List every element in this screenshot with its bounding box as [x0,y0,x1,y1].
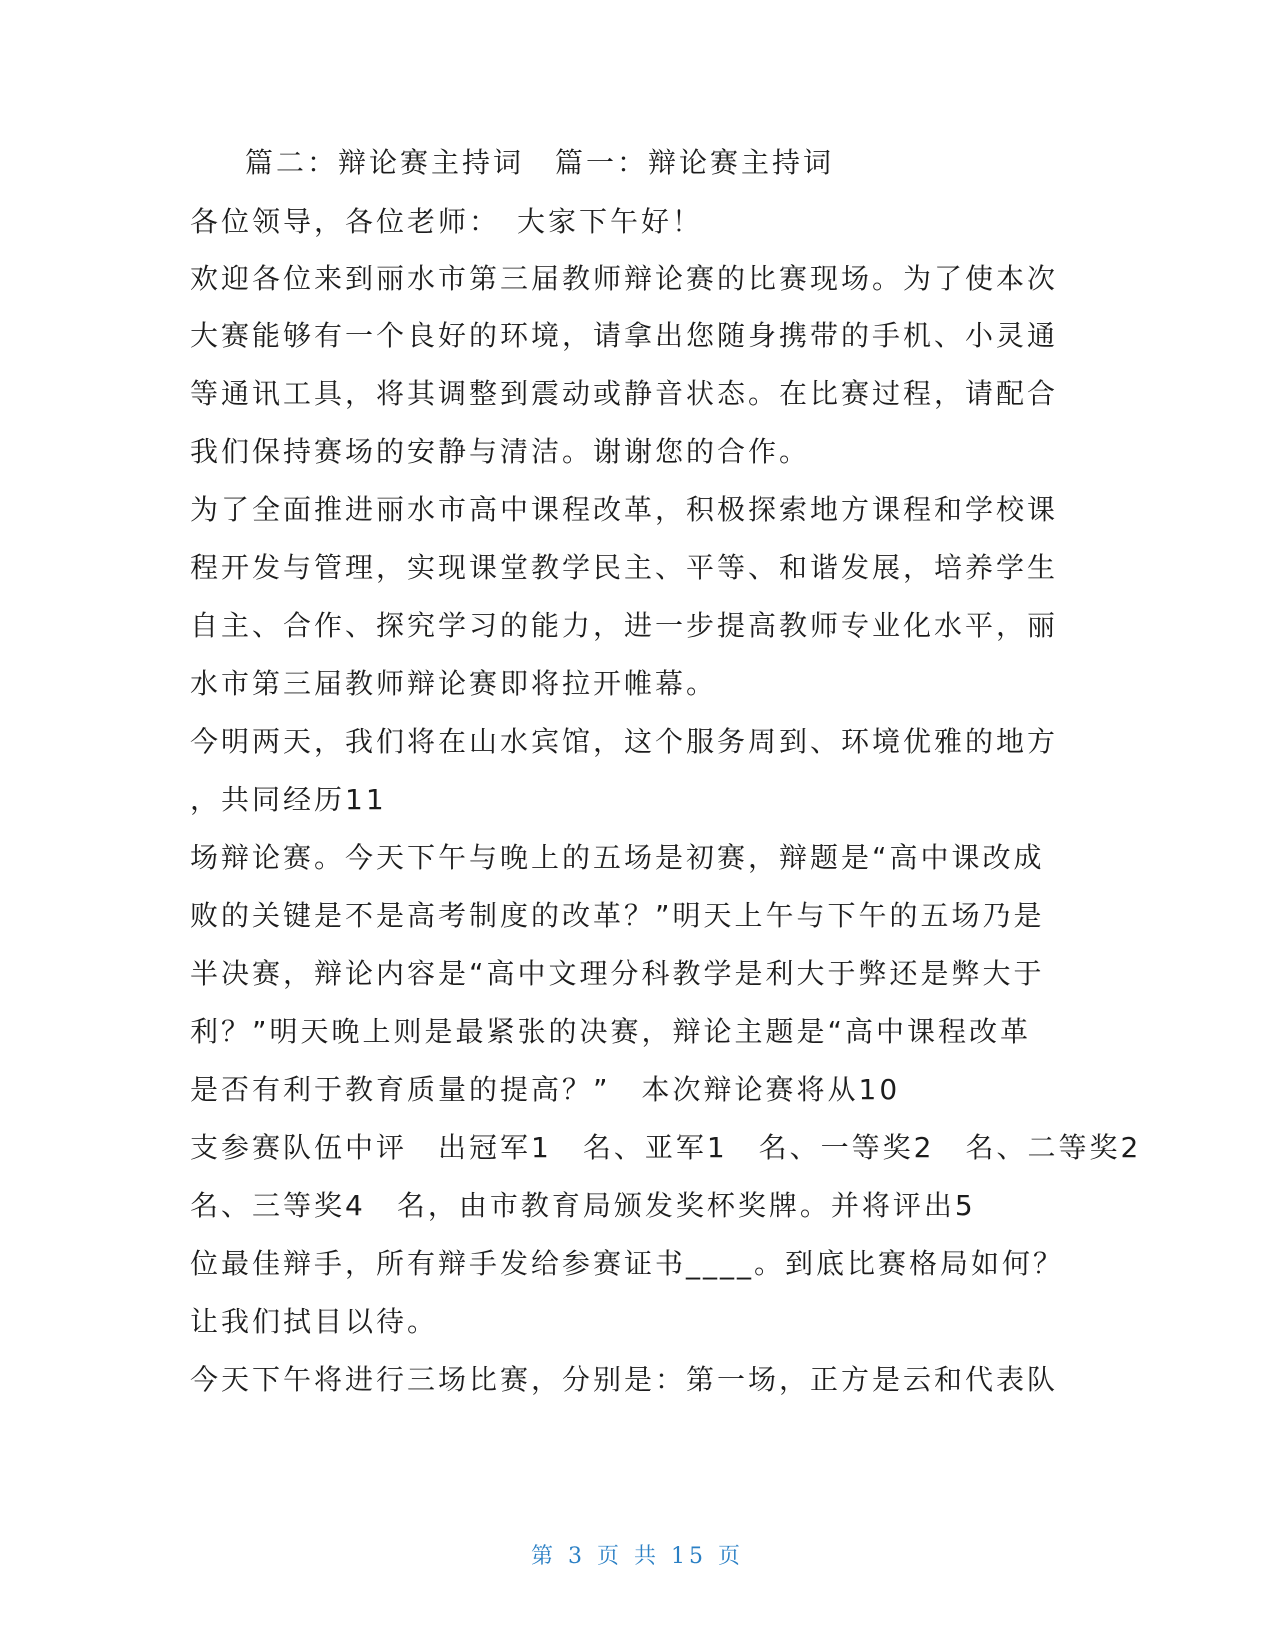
paragraph-line: 自主、合作、探究学习的能力，进一步提高教师专业化水平，丽 [190,609,1059,642]
paragraph-line: 支参赛队伍中评 出冠军1 名、亚军1 名、一等奖2 名、二等奖2 [190,1131,1142,1164]
paragraph-line: ，共同经历11 [190,783,387,816]
paragraph-line: 等通讯工具，将其调整到震动或静音状态。在比赛过程，请配合 [190,377,1059,410]
paragraph-line: 水市第三届教师辩论赛即将拉开帷幕。 [190,667,718,700]
paragraph-line: 大赛能够有一个良好的环境，请拿出您随身携带的手机、小灵通 [190,319,1059,352]
paragraph-line: 半决赛，辩论内容是“高中文理分科教学是利大于弊还是弊大于 [190,957,1045,990]
paragraph-line: 今天下午将进行三场比赛，分别是：第一场，正方是云和代表队 [190,1363,1059,1396]
page-footer: 第 3 页 共 15 页 [531,1544,744,1569]
paragraph-line: 名、三等奖4 名，由市教育局颁发奖杯奖牌。并将评出5 [190,1189,976,1222]
paragraph-line: 程开发与管理，实现课堂教学民主、平等、和谐发展，培养学生 [190,551,1059,584]
paragraph-line: 为了全面推进丽水市高中课程改革，积极探索地方课程和学校课 [190,493,1059,526]
paragraph-line: 场辩论赛。今天下午与晚上的五场是初赛，辩题是“高中课改成 [190,841,1045,874]
paragraph-line: 是否有利于教育质量的提高？” 本次辩论赛将从10 [190,1073,901,1106]
paragraph-line: 败的关键是不是高考制度的改革？”明天上午与下午的五场乃是 [190,899,1045,932]
paragraph-line: 今明两天，我们将在山水宾馆，这个服务周到、环境优雅的地方 [190,725,1059,758]
paragraph-line: 利？”明天晚上则是最紧张的决赛，辩论主题是“高中课程改革 [190,1015,1032,1048]
paragraph-line: 我们保持赛场的安静与清洁。谢谢您的合作。 [190,435,811,468]
document-heading: 篇二：辩论赛主持词 篇一：辩论赛主持词 [245,146,835,179]
paragraph-line: 欢迎各位来到丽水市第三届教师辩论赛的比赛现场。为了使本次 [190,262,1059,295]
paragraph-line: 让我们拭目以待。 [190,1305,439,1338]
paragraph-line: 各位领导，各位老师： 大家下午好！ [190,205,704,238]
paragraph-line: 位最佳辩手，所有辩手发给参赛证书____。到底比赛格局如何？ [190,1247,1065,1280]
